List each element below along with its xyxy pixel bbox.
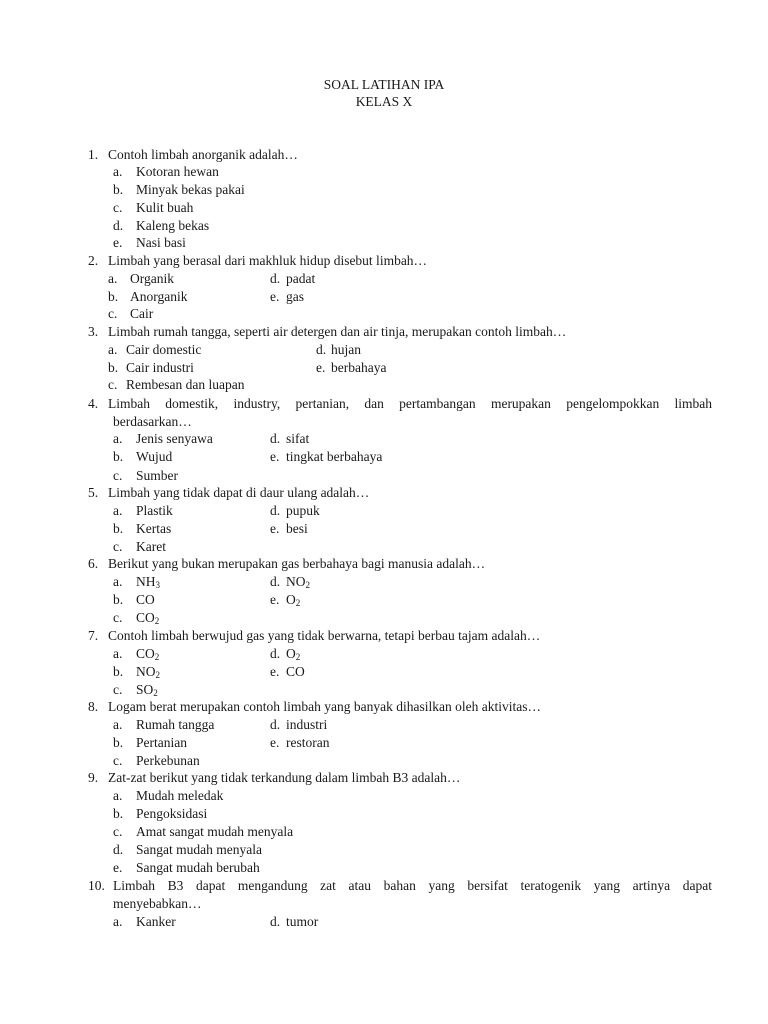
option-letter: c. [113,610,123,625]
formula-subscript: 2 [295,652,301,662]
option-letter: d. [270,717,281,732]
option-text: Kertas [136,521,172,536]
option-letter: b. [108,360,119,375]
option-letter: b. [113,182,124,197]
option-letter: c. [113,824,123,839]
formula-base: SO [136,682,154,697]
formula-base: CO [136,610,155,625]
option-text: Jenis senyawa [136,431,213,446]
question-number: 7. [88,628,99,643]
option-letter: b. [113,592,124,607]
option-formula [136,591,155,608]
option-letter: e. [270,592,280,607]
option-letter: d. [270,503,281,518]
formula-subscript: 2 [154,616,160,626]
option-letter: d. [270,574,281,589]
option-text: Nasi basi [136,235,186,250]
formula-subscript: 3 [155,580,160,590]
option-text: gas [286,289,304,304]
option-text: tumor [286,914,319,929]
option-formula [136,681,158,698]
option-letter: a. [113,164,123,179]
option-text: Karet [136,539,166,554]
option-text: besi [286,521,308,536]
option-text: Kulit buah [136,200,194,215]
option-letter: a. [108,271,118,286]
option-letter: c. [113,539,123,554]
option-letter: b. [113,521,124,536]
option-letter: d. [270,914,281,929]
question-number: 9. [88,770,99,785]
formula-base: CO [136,646,155,661]
question-text: Contoh limbah berwujud gas yang tidak berwarna, tetapi berbau tajam adalah… [108,628,541,643]
option-letter: e. [270,449,280,464]
option-formula [136,663,160,680]
option-text: Rembesan dan luapan [126,377,245,392]
question-text: Contoh limbah anorganik adalah… [108,147,298,162]
formula-base: NO [286,574,306,589]
option-letter: d. [113,842,124,857]
option-letter: d. [113,218,124,233]
option-text: tingkat berbahaya [286,449,383,464]
formula-base: NO [136,664,156,679]
option-letter: d. [316,342,327,357]
worksheet-title [0,76,768,110]
option-text: Mudah meledak [136,788,224,803]
question-number: 6. [88,556,99,571]
option-letter: c. [108,306,118,321]
option-letter: e. [316,360,326,375]
option-text: Pengoksidasi [136,806,208,821]
option-text: Kotoran hewan [136,164,219,179]
option-letter: e. [270,735,280,750]
option-letter: d. [270,431,281,446]
option-letter: e. [113,860,123,875]
option-formula [136,645,159,662]
formula-base: NH [136,574,156,589]
option-text: Rumah tangga [136,717,215,732]
option-letter: a. [113,646,123,661]
option-text: Plastik [136,503,173,518]
option-text: Sangat mudah berubah [136,860,260,875]
option-text: hujan [331,342,361,357]
option-text: Kaleng bekas [136,218,210,233]
option-letter: b. [108,289,119,304]
question-text: Berikut yang bukan merupakan gas berbahaya bagi manusia adalah… [108,556,486,571]
option-letter: a. [113,717,123,732]
formula-subscript: 2 [154,652,160,662]
formula-subscript: 2 [155,670,160,680]
option-text: padat [286,271,316,286]
option-letter: b. [113,449,124,464]
formula-base: CO [286,664,305,679]
option-letter: e. [270,521,280,536]
question-text-line-2: berdasarkan… [113,414,192,429]
question-text: Limbah yang tidak dapat di daur ulang adalah… [108,485,370,500]
option-text: Minyak bekas pakai [136,182,245,197]
option-letter: c. [113,753,123,768]
option-text: restoran [286,735,330,750]
option-text: Cair [130,306,154,321]
question-text: Limbah rumah tangga, seperti air detergen dan air tinja, merupakan contoh limbah… [108,324,567,339]
title-subject: SOAL LATIHAN IPA [323,77,445,92]
option-text: Perkebunan [136,753,200,768]
option-letter: e. [113,235,123,250]
option-letter: c. [113,200,123,215]
formula-subscript: 2 [153,688,158,698]
option-text: sifat [286,431,310,446]
title-class: KELAS X [355,94,413,109]
formula-subscript: 2 [305,580,310,590]
option-letter: b. [113,806,124,821]
question-text-line-2: menyebabkan… [113,896,202,911]
option-letter: b. [113,735,124,750]
question-number: 8. [88,699,99,714]
option-formula [286,663,305,680]
option-text: pupuk [286,503,320,518]
option-formula [136,573,160,590]
option-letter: a. [113,503,123,518]
question-number: 5. [88,485,99,500]
option-letter: c. [108,377,118,392]
question-text: Limbah yang berasal dari makhluk hidup disebut limbah… [108,253,428,268]
option-text: Amat sangat mudah menyala [136,824,294,839]
option-text: Sangat mudah menyala [136,842,262,857]
option-text: berbahaya [331,360,387,375]
question-text: Logam berat merupakan contoh limbah yang banyak dihasilkan oleh aktivitas… [108,699,542,714]
option-letter: d. [270,271,281,286]
option-text: Pertanian [136,735,187,750]
option-text: Cair industri [126,360,194,375]
question-number: 4. [88,396,99,411]
option-letter: b. [113,664,124,679]
option-letter: d. [270,646,281,661]
option-letter: e. [270,664,280,679]
option-letter: a. [113,431,123,446]
option-formula [286,591,300,608]
question-text-line-1: Limbah B3 dapat mengandung zat atau bahan yang bersifat teratogenik yang artinya dapat [113,878,712,893]
question-number: 3. [88,324,99,339]
question-number: 10. [88,878,105,893]
question-text-line-1: Limbah domestik, industry, pertanian, dan pertambangan merupakan pengelompokkan limbah [108,396,712,411]
formula-base: O [286,592,296,607]
formula-base: CO [136,592,155,607]
option-text: Cair domestic [126,342,202,357]
question-text: Zat-zat berikut yang tidak terkandung dalam limbah B3 adalah… [108,770,461,785]
option-text: Organik [130,271,174,286]
option-letter: c. [113,468,123,483]
formula-base: O [286,646,296,661]
question-number: 1. [88,147,99,162]
option-letter: a. [113,788,123,803]
question-number: 2. [88,253,99,268]
option-letter: a. [113,914,123,929]
option-formula [136,609,159,626]
option-text: Wujud [136,449,173,464]
option-text: Anorganik [130,289,188,304]
option-letter: c. [113,682,123,697]
formula-subscript: 2 [295,598,301,608]
option-letter: a. [108,342,118,357]
option-text: Kanker [136,914,176,929]
option-formula [286,645,300,662]
option-formula [286,573,310,590]
option-letter: e. [270,289,280,304]
option-text: industri [286,717,328,732]
option-text: Sumber [136,468,178,483]
option-letter: a. [113,574,123,589]
